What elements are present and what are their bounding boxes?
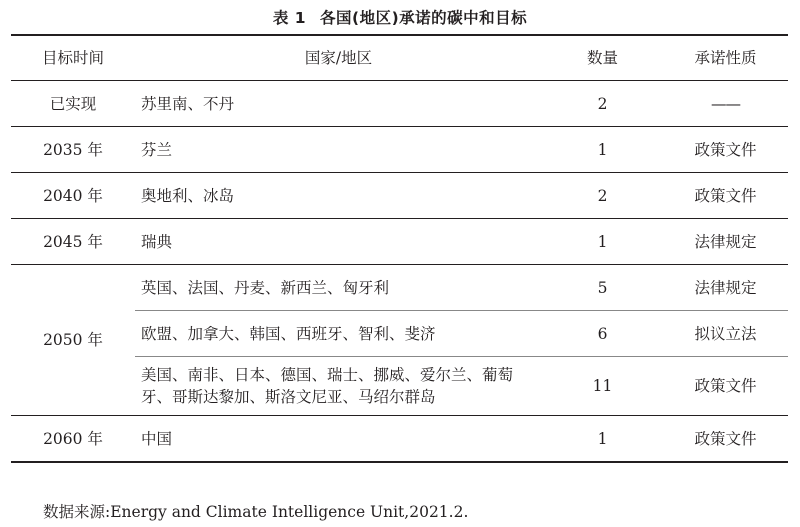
target-time-cell: 2040 年 <box>11 173 135 219</box>
header-count: 数量 <box>542 35 663 81</box>
target-time-cell: 已实现 <box>49 94 97 113</box>
count-cell: 11 <box>542 357 663 416</box>
count-cell: 5 <box>542 265 663 311</box>
countries-cell: 瑞典 <box>135 219 542 265</box>
count-cell: 2 <box>542 173 663 219</box>
table-row <box>11 416 788 463</box>
header-commitment-nature: 承诺性质 <box>663 35 788 81</box>
target-time-cell: 2045 年 <box>11 219 135 265</box>
count-cell: 6 <box>542 311 663 357</box>
target-time-cell: 2060 年 <box>11 416 135 463</box>
header-target-time: 目标时间 <box>11 35 135 81</box>
table-title: 各国(地区)承诺的碳中和目标 <box>320 9 528 27</box>
nature-cell: 政策文件 <box>663 416 788 463</box>
table-row <box>11 127 788 173</box>
countries-cell: 美国、南非、日本、德国、瑞士、挪威、爱尔兰、葡萄牙、哥斯达黎加、斯洛文尼亚、马绍尔群岛 <box>135 357 542 416</box>
countries-cell: 苏里南、不丹 <box>141 94 235 113</box>
table-header-row <box>11 35 788 81</box>
countries-cell: 中国 <box>135 416 542 463</box>
countries-cell: 英国、法国、丹麦、新西兰、匈牙利 <box>135 265 542 311</box>
header-country-region: 国家/地区 <box>135 35 542 81</box>
nature-cell: 政策文件 <box>663 357 788 416</box>
table-row <box>11 219 788 265</box>
nature-cell: —— <box>711 94 740 113</box>
carbon-neutral-targets-table <box>11 34 788 463</box>
table-row <box>11 265 788 311</box>
nature-cell: 法律规定 <box>663 219 788 265</box>
nature-cell: 政策文件 <box>663 173 788 219</box>
countries-cell: 欧盟、加拿大、韩国、西班牙、智利、斐济 <box>135 311 542 357</box>
table-number: 表 1 <box>272 9 306 27</box>
nature-cell: 政策文件 <box>663 127 788 173</box>
table-row <box>11 81 788 127</box>
countries-cell: 奥地利、冰岛 <box>135 173 542 219</box>
table-caption <box>0 6 800 28</box>
count-cell: 1 <box>542 127 663 173</box>
data-source-note: 数据来源:Energy and Climate Intelligence Unit,2021.2. <box>43 503 469 521</box>
nature-cell: 拟议立法 <box>663 311 788 357</box>
target-time-cell: 2050 年 <box>11 265 135 416</box>
target-time-cell: 2035 年 <box>11 127 135 173</box>
countries-cell: 芬兰 <box>135 127 542 173</box>
nature-cell: 法律规定 <box>663 265 788 311</box>
table-row <box>11 173 788 219</box>
count-cell: 1 <box>542 219 663 265</box>
count-cell: 2 <box>597 94 608 113</box>
count-cell: 1 <box>542 416 663 463</box>
